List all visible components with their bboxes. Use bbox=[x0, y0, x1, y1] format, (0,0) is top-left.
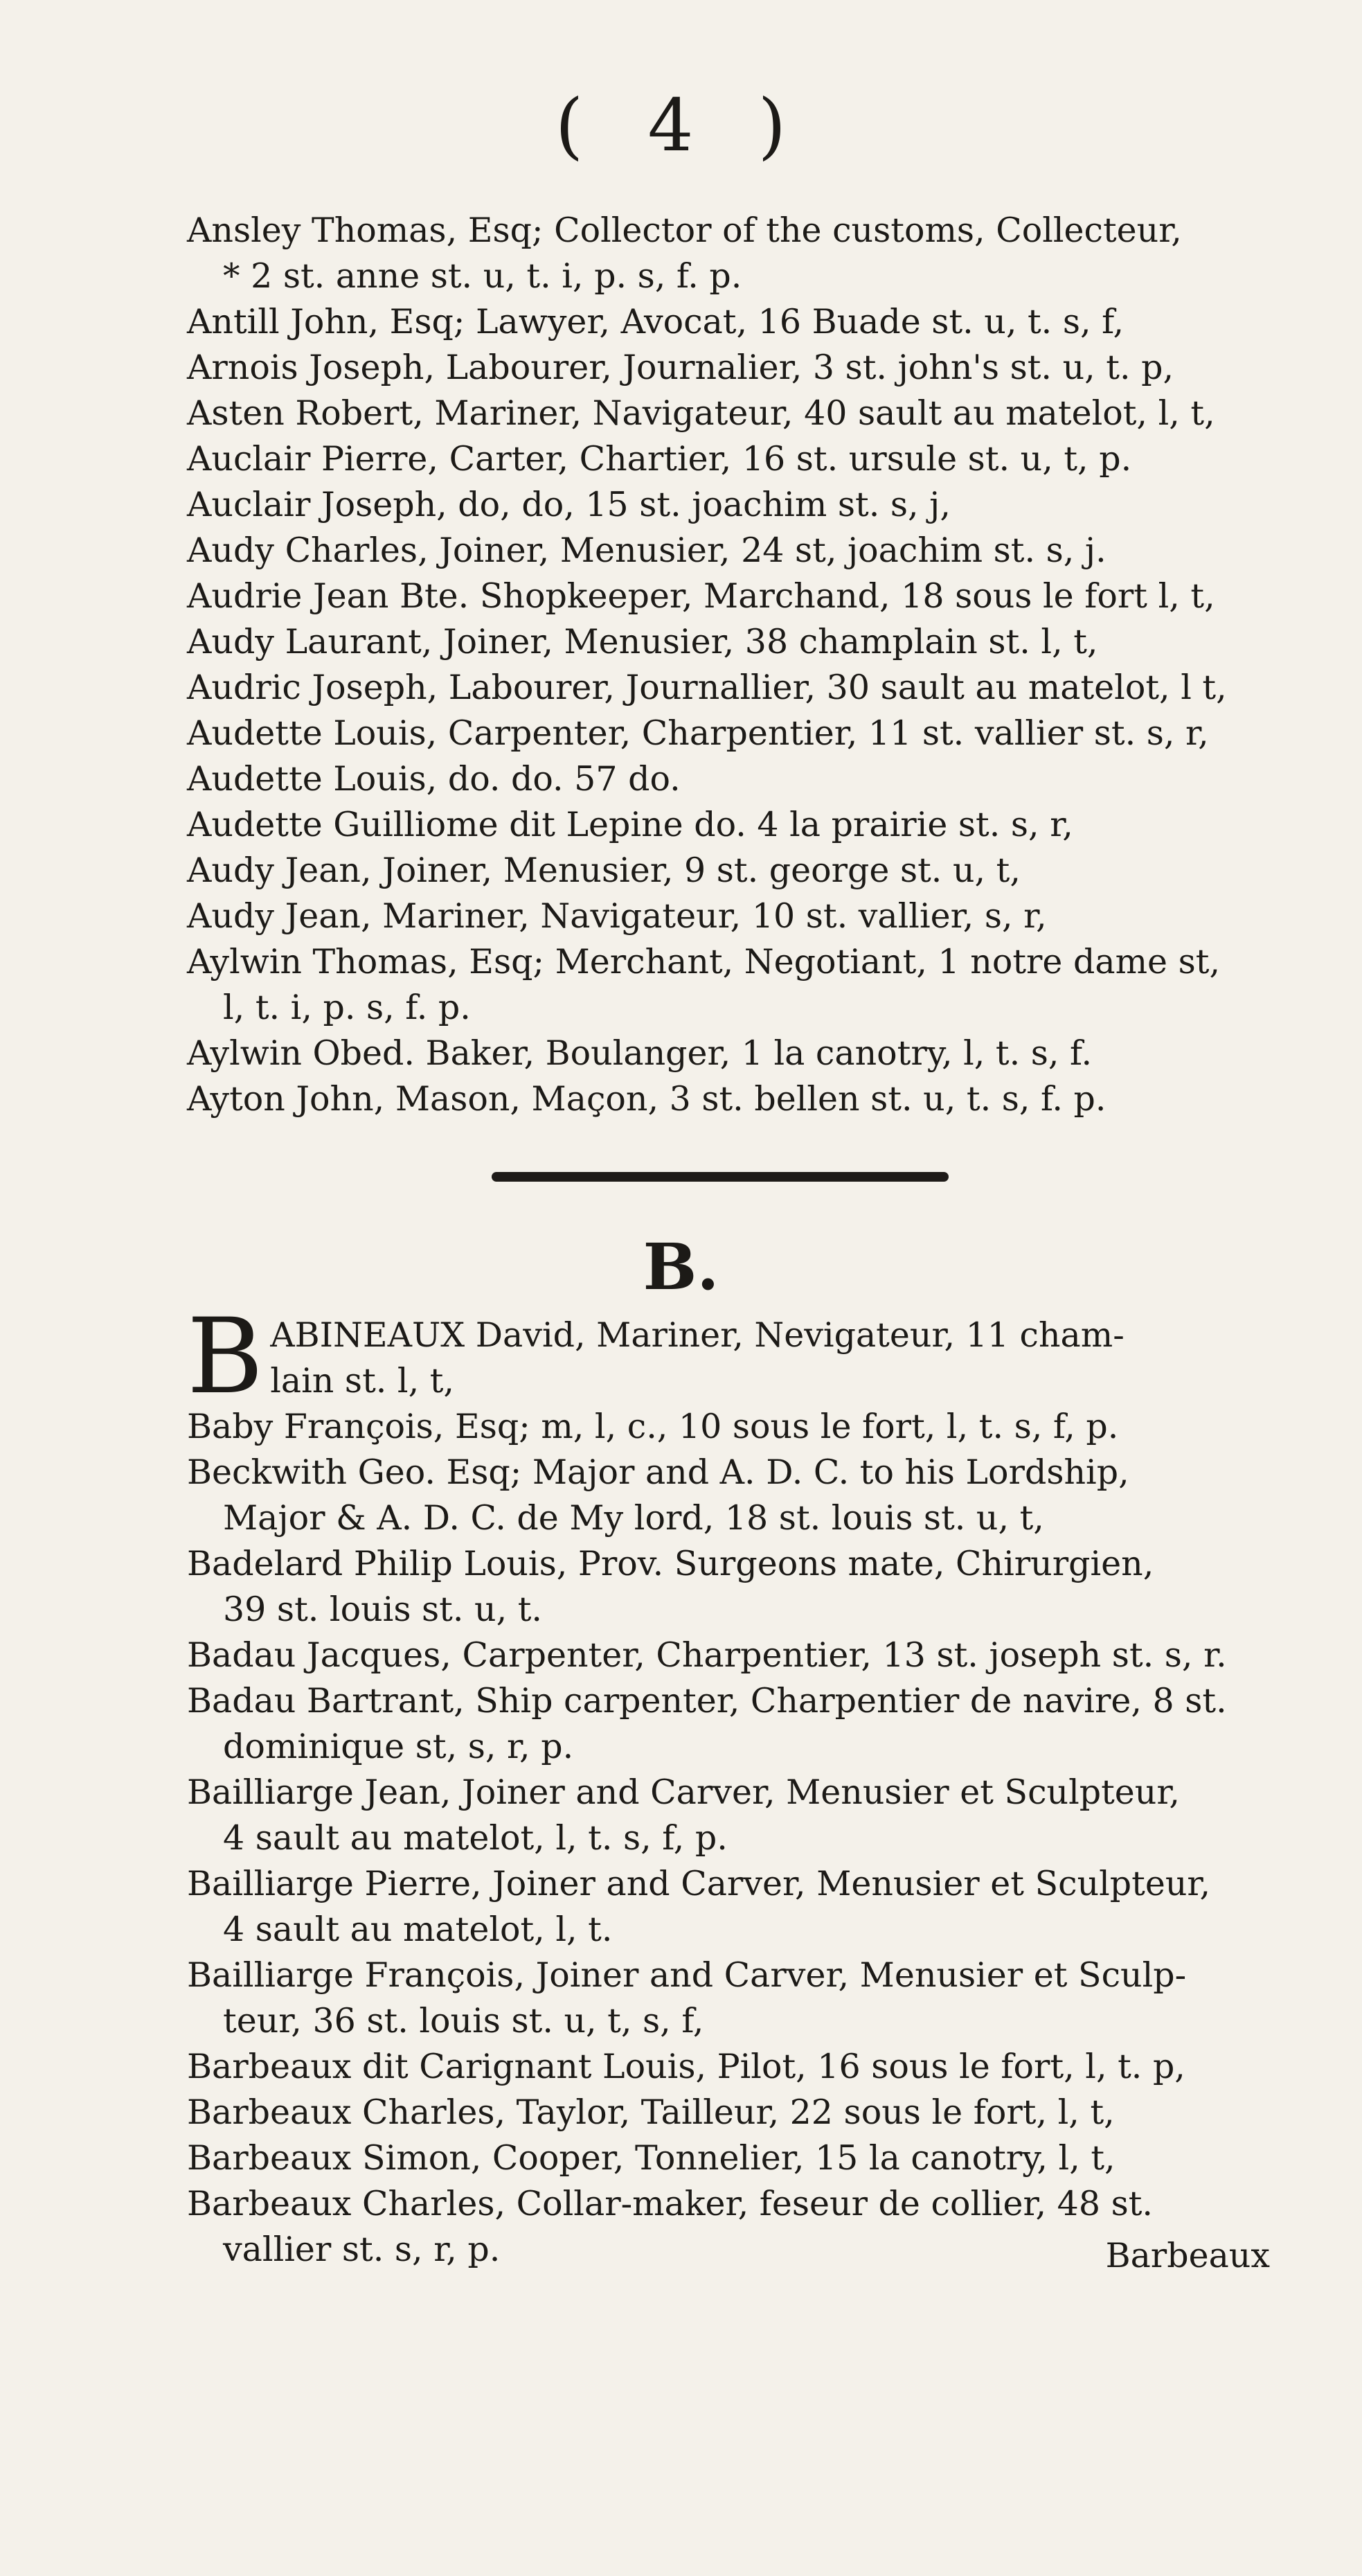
directory-entry bbox=[187, 1076, 1267, 1122]
entry-line: Baby François, Esq; m, l, c., 10 sous le fort, l, t. s, f, p. bbox=[187, 1407, 1119, 1446]
directory-entry bbox=[187, 436, 1267, 482]
directory-entry bbox=[187, 756, 1267, 802]
entry-line: Aylwin Obed. Baker, Boulanger, 1 la canotry, l, t. s, f. bbox=[187, 1033, 1093, 1073]
directory-entry bbox=[187, 802, 1267, 848]
entry-line: Arnois Joseph, Labourer, Journalier, 3 st. john's st. u, t. p, bbox=[187, 348, 1174, 387]
entry-line-continued: 4 sault au matelot, l, t. bbox=[223, 1910, 613, 1949]
entry-line: Aylwin Thomas, Esq; Merchant, Negotiant, 1 notre dame st, bbox=[187, 942, 1221, 981]
directory-entry bbox=[187, 2044, 1267, 2090]
section-a-entries bbox=[187, 208, 1267, 1122]
directory-entry bbox=[187, 345, 1267, 391]
drop-cap: B bbox=[187, 1297, 264, 1417]
directory-entry bbox=[187, 1861, 1267, 1953]
entry-line: Asten Robert, Mariner, Navigateur, 40 sault au matelot, l, t, bbox=[187, 393, 1215, 433]
directory-entry bbox=[187, 894, 1267, 939]
directory-entry bbox=[187, 1953, 1267, 2044]
entry-line: Bailliarge Pierre, Joiner and Carver, Menusier et Sculpteur, bbox=[187, 1864, 1211, 1903]
directory-entry bbox=[187, 619, 1267, 665]
directory-entry bbox=[187, 482, 1267, 528]
directory-entry bbox=[187, 1633, 1267, 1678]
entry-line: Auclair Joseph, do, do, 15 st. joachim st. s, j, bbox=[187, 485, 951, 524]
directory-entry bbox=[187, 1404, 1267, 1450]
directory-entry bbox=[187, 711, 1267, 756]
section-letter: B. bbox=[643, 1229, 719, 1304]
page-number: ( 4 ) bbox=[555, 83, 807, 168]
entry-line: Audy Jean, Mariner, Navigateur, 10 st. vallier, s, r, bbox=[187, 896, 1047, 936]
entry-line: ABINEAUX David, Mariner, Nevigateur, 11 cham- bbox=[270, 1315, 1124, 1355]
directory-entry bbox=[187, 528, 1267, 574]
entry-line: Barbeaux dit Carignant Louis, Pilot, 16 sous le fort, l, t. p, bbox=[187, 2047, 1185, 2086]
entry-line: Audette Guilliome dit Lepine do. 4 la prairie st. s, r, bbox=[187, 805, 1073, 844]
directory-entry bbox=[187, 1770, 1267, 1861]
entry-line: Barbeaux Charles, Taylor, Tailleur, 22 sous le fort, l, t, bbox=[187, 2093, 1115, 2132]
entry-line: Ansley Thomas, Esq; Collector of the customs, Collecteur, bbox=[187, 211, 1182, 250]
entry-line: Bailliarge François, Joiner and Carver, Menusier et Sculp- bbox=[187, 1955, 1187, 1995]
directory-entry bbox=[187, 848, 1267, 894]
entry-line-continued: l, t. i, p. s, f. p. bbox=[223, 988, 471, 1027]
entry-line: Auclair Pierre, Carter, Chartier, 16 st. ursule st. u, t, p. bbox=[187, 439, 1132, 479]
entry-line: Badau Jacques, Carpenter, Charpentier, 13 st. joseph st. s, r. bbox=[187, 1635, 1227, 1675]
entry-line: Barbeaux Charles, Collar-maker, feseur de collier, 48 st. bbox=[187, 2184, 1153, 2223]
entry-line: Badelard Philip Louis, Prov. Surgeons mate, Chirurgien, bbox=[187, 1544, 1154, 1583]
entry-line: Audette Louis, Carpenter, Charpentier, 11 st. vallier st. s, r, bbox=[187, 713, 1209, 753]
directory-entry bbox=[187, 299, 1267, 345]
directory-entry bbox=[187, 2135, 1267, 2181]
entry-line: Barbeaux Simon, Cooper, Tonnelier, 15 la canotry, l, t, bbox=[187, 2138, 1115, 2178]
entry-line-continued: vallier st. s, r, p. bbox=[223, 2230, 501, 2269]
directory-entry bbox=[187, 939, 1267, 1031]
section-b-entries bbox=[187, 1297, 1267, 2273]
directory-entry bbox=[187, 1297, 1267, 1417]
entry-line: Beckwith Geo. Esq; Major and A. D. C. to his Lordship, bbox=[187, 1453, 1129, 1492]
directory-entry bbox=[187, 1031, 1267, 1076]
section-divider bbox=[492, 1172, 949, 1182]
entry-line-continued: * 2 st. anne st. u, t. i, p. s, f. p. bbox=[223, 256, 742, 296]
entry-line-continued: 4 sault au matelot, l, t. s, f, p. bbox=[223, 1818, 728, 1858]
entry-line-continued: 39 st. louis st. u, t. bbox=[223, 1590, 543, 1629]
entry-line: Badau Bartrant, Ship carpenter, Charpentier de navire, 8 st. bbox=[187, 1681, 1227, 1721]
entry-line-continued: lain st. l, t, bbox=[270, 1361, 455, 1401]
directory-entry bbox=[187, 1541, 1267, 1633]
directory-entry bbox=[187, 391, 1267, 436]
entry-line: Audric Joseph, Labourer, Journallier, 30 sault au matelot, l t, bbox=[187, 668, 1227, 707]
directory-entry bbox=[187, 1450, 1267, 1541]
entry-line: Audrie Jean Bte. Shopkeeper, Marchand, 18 sous le fort l, t, bbox=[187, 576, 1215, 616]
catchword: Barbeaux bbox=[1105, 2236, 1270, 2275]
entry-line: Antill John, Esq; Lawyer, Avocat, 16 Buade st. u, t. s, f, bbox=[187, 302, 1124, 341]
directory-entry bbox=[187, 665, 1267, 711]
entry-line-continued: dominique st, s, r, p. bbox=[223, 1727, 574, 1766]
directory-entry bbox=[187, 2090, 1267, 2135]
entry-line-continued: teur, 36 st. louis st. u, t, s, f, bbox=[223, 2001, 704, 2041]
entry-line: Audette Louis, do. do. 57 do. bbox=[187, 759, 681, 799]
entry-line: Ayton John, Mason, Maçon, 3 st. bellen st. u, t. s, f. p. bbox=[187, 1079, 1106, 1119]
directory-entry bbox=[187, 574, 1267, 619]
entry-line: Audy Charles, Joiner, Menusier, 24 st, joachim st. s, j. bbox=[187, 531, 1106, 570]
entry-line: Audy Laurant, Joiner, Menusier, 38 champlain st. l, t, bbox=[187, 622, 1098, 661]
directory-entry bbox=[187, 208, 1267, 299]
entry-line: Audy Jean, Joiner, Menusier, 9 st. george st. u, t, bbox=[187, 851, 1021, 890]
directory-entry bbox=[187, 1678, 1267, 1770]
entry-line-continued: Major & A. D. C. de My lord, 18 st. louis st. u, t, bbox=[223, 1498, 1044, 1538]
entry-line: Bailliarge Jean, Joiner and Carver, Menusier et Sculpteur, bbox=[187, 1773, 1180, 1812]
